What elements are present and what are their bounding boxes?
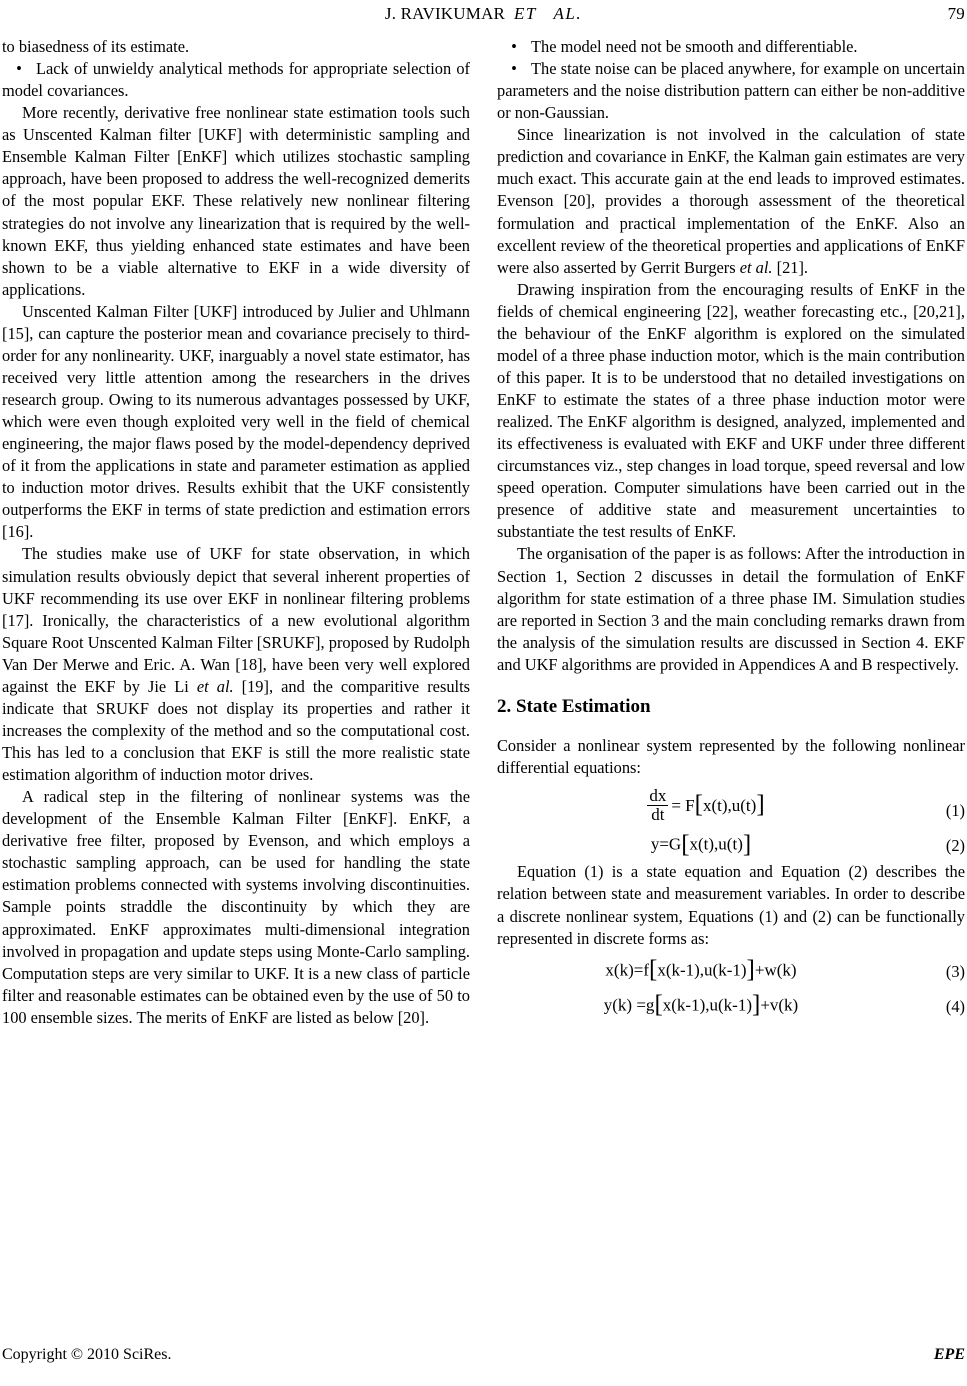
paragraph-studies-etal: et al.	[196, 676, 234, 696]
bracket-close-icon: ]	[751, 991, 761, 1019]
running-head	[0, 4, 967, 28]
bullet-item-1-text: Lack of unwieldy analytical methods for appropriate selection of model covariances.	[2, 59, 470, 101]
paragraph-drawing-inspiration: Drawing inspiration from the encouraging results of EnKF in the fields of chemical engineering [22], weather forecasting etc., [20,21], the behaviour of the EnKF algorithm is explored on the simulated model of a three phase induction motor, which is the main contribution of this paper. It is to be understood that no detailed investigations on EnKF to estimate the states of a three phase induction motor were realized. The EnKF algorithm is designed, analyzed, implemented and its effectiveness is evaluated with EKF and UKF under three different circumstances viz., step changes in load torque, speed reversal and low speed operation. Computer simulations have been carried out in the presence of additive state and measurement uncertainties to substantiate the test results of EnKF.	[497, 279, 965, 542]
bracket-close-icon: ]	[746, 956, 755, 984]
equation-3-tail: +w(k)	[754, 960, 797, 980]
paragraph-radical: A radical step in the filtering of nonlinear systems was the development of the Ensemble Kalman Filter [EnKF]. EnKF, a derivative free filter, proposed by Evenson, and which employs a stochastic sampling approach, can be used for handling the state estimation problems connected with systems involving discontinuities. Sample points straddle the discontinuity by which they are approximated. EnKF approximates multi-dimensional integration involved in propagation and update steps using Monte-Carlo sampling. Computation steps are very similar to UKF. It is a new class of particle filter and reasonable estimates can be obtained even by the use of 50 to 100 ensemble sizes. The merits of EnKF are listed as below [20].	[2, 787, 470, 1027]
equation-2-lhs: y=G	[650, 835, 682, 855]
running-head-authors: J. RAVIKUMAR	[384, 4, 514, 23]
running-head-etal: ET AL.	[514, 4, 583, 23]
bullet-glyph-icon: •	[511, 37, 517, 56]
equation-2	[497, 830, 965, 859]
equation-1	[497, 785, 965, 825]
copyright-notice: Copyright © 2010 SciRes.	[2, 1346, 172, 1363]
equation-4-lhs: y(k) =g	[603, 995, 655, 1015]
bullet-item-3	[497, 58, 965, 124]
fraction-denominator: dt	[647, 805, 668, 824]
equation-1-operator: = F	[671, 795, 695, 815]
bullet-glyph-icon: •	[511, 59, 517, 79]
journal-abbreviation: EPE	[933, 1346, 965, 1363]
bracket-open-icon: [	[649, 956, 658, 984]
equation-3-number: (3)	[945, 961, 965, 981]
page-footer	[2, 1346, 965, 1368]
paragraph-since-part2: [21].	[772, 257, 809, 277]
bullet-item-3-text: The state noise can be placed anywhere, for example on uncertain parameters and the noise distribution pattern can either be non-additive or non-Gaussian.	[497, 59, 965, 123]
fraction-numerator: dx	[649, 785, 667, 805]
paragraph-consider: Consider a nonlinear system represented by the following nonlinear differential equations:	[497, 735, 965, 777]
fraction-dx-dt	[647, 787, 668, 824]
bullet-item-2-text: The model need not be smooth and differentiable.	[531, 37, 858, 56]
bracket-open-icon: [	[654, 991, 663, 1019]
paragraph-equation-description: Equation (1) is a state equation and Equation (2) describes the relation between state and measurement variables. In order to describe a discrete nonlinear system, Equations (1) and (2) can be functionally represented in discrete forms as:	[497, 862, 965, 948]
running-head-title	[0, 4, 967, 24]
section-heading-state-estimation: 2. State Estimation	[497, 695, 651, 717]
paragraph-since-etal: et al.	[739, 257, 773, 277]
paragraph-since-part1: Since linearization is not involved in the calculation of state prediction and covariance in EnKF, the Kalman gain estimates are very much exact. This accurate gain at the end leads to improved estimates. Evenson [20], provides a thorough assessment of the theoretical formulation and practical implementation of the EnKF. Also an excellent review of the theoretical properties and applications of EnKF were also asserted by Gerrit Burgers	[497, 125, 965, 277]
equation-3	[497, 956, 965, 985]
equation-4-arguments: x(k-1),u(k-1)	[662, 995, 752, 1015]
equation-3-lhs: x(k)=f	[605, 960, 649, 980]
paragraph-more-recently: More recently, derivative free nonlinear state estimation tools such as Unscented Kalman filter [UKF] with deterministic sampling and Ensemble Kalman Filter [EnKF] which utilizes stochastic sampling approach, have been proposed to address the well-recognized demerits of the most popular EKF. These relatively new nonlinear filtering strategies do not involve any linearization that is required by the well-known EKF, thus yielding enhanced state estimates and have been shown to be a viable alternative to EKF in a wide diversity of applications.	[2, 103, 470, 299]
equation-4	[497, 991, 965, 1020]
equation-2-arguments: x(t),u(t)	[689, 835, 743, 855]
equation-2-body	[497, 830, 965, 858]
bullet-glyph-icon: •	[16, 59, 22, 79]
equation-1-body	[497, 785, 965, 825]
paragraph-studies	[2, 543, 470, 786]
page-number: 79	[947, 4, 965, 23]
paragraph-since-linearization	[497, 124, 965, 278]
bullet-item-1	[2, 58, 470, 102]
left-column	[2, 36, 470, 1029]
right-column	[497, 36, 965, 1022]
equation-4-number: (4)	[945, 996, 965, 1016]
equation-2-number: (2)	[945, 836, 965, 856]
bullet-item-2	[497, 36, 965, 58]
equation-1-arguments: x(t),u(t)	[702, 795, 757, 815]
paragraph-ukf: Unscented Kalman Filter [UKF] introduced by Julier and Uhlmann [15], can capture the posterior mean and covariance precisely to third-order for any nonlinearity. UKF, inarguably a novel state estimator, has received very little attention among the researchers in the drives research group. Owing to its numerous advantages possessed by UKF, which were even though exploited very well in the field of chemical engineering, the major flaws posed by the model-dependency deprived of it from the applications in state and parameter estimation as applied to induction motor drives. Results exhibit that the UKF consistently outperforms the EKF in terms of state prediction and estimation errors [16].	[2, 301, 470, 542]
equation-4-tail: +v(k)	[760, 995, 799, 1015]
bracket-close-icon: ]	[756, 791, 765, 819]
equation-1-number: (1)	[945, 801, 965, 821]
paragraph-studies-part1: The studies make use of UKF for state observation, in which simulation results obviously depict that several inherent properties of UKF recommending its use over EKF in nonlinear filtering problems [17]. Ironically, the characteristics of a new evolutional algorithm Square Root Unscented Kalman Filter [SRUKF], proposed by Rudolph Van Der Merwe and Eric. A. Wan [18], have been very well explored against the EKF by Jie Li	[2, 544, 470, 696]
equation-3-arguments: x(k-1),u(k-1)	[657, 960, 747, 980]
bracket-open-icon: [	[694, 791, 703, 819]
page-body	[2, 36, 965, 1306]
bracket-close-icon: ]	[742, 830, 752, 858]
bracket-open-icon: [	[681, 830, 690, 858]
paragraph-studies-part2: [19], and the comparitive results indicate that SRUKF does not display its properties and rather it increases the complexity of the method and so the computational cost. This has led to a conclusion that EKF is still the more realistic state estimation algorithm of induction motor drives.	[2, 676, 471, 785]
paragraph-continued: to biasedness of its estimate.	[2, 37, 190, 56]
equation-3-body	[497, 956, 965, 984]
paragraph-organisation: The organisation of the paper is as follows: After the introduction in Section 1, Section 2 discusses in detail the formulation of EnKF algorithm for state estimation of a three phase IM. Simulation studies are reported in Section 3 and the main concluding remarks drawn from the analysis of the simulation results are discussed in Section 4. EKF and UKF algorithms are provided in Appendices A and B respectively.	[497, 544, 965, 674]
equation-4-body	[497, 991, 965, 1019]
